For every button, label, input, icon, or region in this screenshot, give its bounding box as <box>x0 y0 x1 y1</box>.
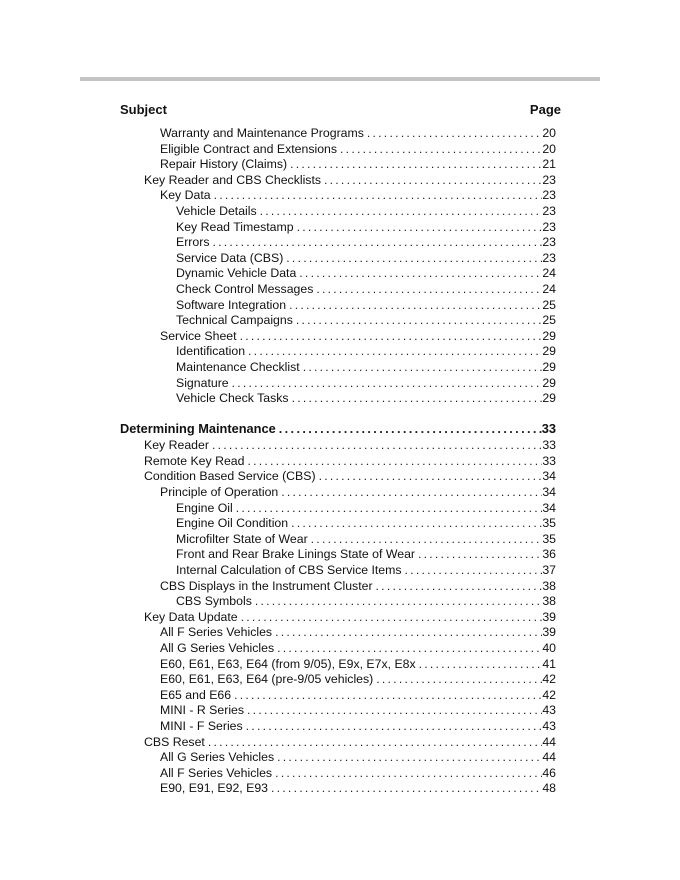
toc-entry-title: Remote Key Read <box>144 453 245 468</box>
toc-entry-page: 36 <box>542 547 556 562</box>
toc-entry-title: Technical Campaigns <box>176 313 293 328</box>
dot-leader <box>303 360 543 376</box>
top-divider <box>80 77 600 81</box>
toc-entry-page: 39 <box>542 609 556 624</box>
toc-entry[interactable] <box>176 563 556 579</box>
dot-leader <box>277 641 542 657</box>
dot-leader <box>255 594 542 610</box>
dot-leader <box>291 516 542 532</box>
dot-leader <box>292 391 543 407</box>
toc-section-entry[interactable] <box>120 421 556 437</box>
toc-entry-title: Determining Maintenance <box>120 420 276 436</box>
table-of-contents <box>0 126 680 797</box>
toc-entry-page: 21 <box>542 157 556 172</box>
dot-leader <box>418 547 542 563</box>
toc-entry[interactable] <box>176 235 556 251</box>
toc-entry-page: 34 <box>542 485 556 500</box>
toc-entry-title: All G Series Vehicles <box>160 641 275 655</box>
dot-leader <box>275 766 542 782</box>
toc-entry-title: All G Series Vehicles <box>160 750 275 765</box>
toc-entry-title: Vehicle Details <box>176 203 257 218</box>
toc-entry[interactable] <box>176 266 556 282</box>
toc-entry[interactable] <box>176 516 556 532</box>
toc-entry[interactable] <box>160 750 556 766</box>
toc-entry-title: All F Series Vehicles <box>160 765 273 780</box>
toc-entry-title: Repair History (Claims) <box>160 157 288 172</box>
toc-entry-title: Internal Calculation of CBS Service Items <box>176 563 402 578</box>
toc-entry[interactable] <box>160 329 556 345</box>
toc-entry[interactable] <box>160 688 556 704</box>
dot-leader <box>271 781 542 797</box>
toc-entry-page: 41 <box>542 656 556 671</box>
toc-entry-title: CBS Displays in the Instrument Cluster <box>160 578 373 593</box>
toc-entry-page: 23 <box>542 235 556 250</box>
toc-entry[interactable] <box>160 781 556 797</box>
toc-entry-title: Condition Based Service (CBS) <box>144 469 316 484</box>
dot-leader <box>289 298 542 314</box>
dot-leader <box>214 188 543 204</box>
toc-entry-title: Microfilter State of Wear <box>176 531 308 546</box>
toc-entry-page: 44 <box>542 734 556 749</box>
dot-leader <box>367 126 542 142</box>
dot-leader <box>376 672 542 688</box>
toc-entry-page: 40 <box>542 641 556 655</box>
toc-entry[interactable] <box>176 391 556 407</box>
toc-entry[interactable] <box>176 376 556 392</box>
toc-entry-page: 34 <box>542 500 556 515</box>
toc-entry-title: Principle of Operation <box>160 485 279 500</box>
toc-entry-page: 33 <box>542 438 556 453</box>
toc-entry-page: 38 <box>542 578 556 593</box>
toc-entry[interactable] <box>176 298 556 314</box>
dot-leader <box>281 485 542 501</box>
toc-entry-title: Software Integration <box>176 297 287 312</box>
toc-entry-title: Maintenance Checklist <box>176 359 300 374</box>
toc-entry-page: 43 <box>542 718 556 733</box>
toc-entry-page: 39 <box>542 625 556 640</box>
toc-entry-page: 29 <box>542 328 556 343</box>
dot-leader <box>236 501 543 517</box>
dot-leader <box>246 719 543 735</box>
dot-leader <box>208 735 542 751</box>
toc-entry[interactable] <box>160 625 556 641</box>
toc-entry-title: Key Data Update <box>144 609 238 624</box>
toc-entry[interactable] <box>160 657 556 673</box>
toc-entry[interactable] <box>160 485 556 501</box>
dot-leader <box>316 282 542 298</box>
toc-entry[interactable] <box>160 579 556 595</box>
toc-entry-title: Key Data <box>160 188 211 203</box>
toc-entry-page: 24 <box>542 266 556 281</box>
toc-entry-title: CBS Symbols <box>176 594 252 609</box>
dot-leader <box>247 703 542 719</box>
toc-entry[interactable] <box>176 360 556 376</box>
toc-entry-page: 29 <box>542 391 556 406</box>
toc-entry-page: 23 <box>542 203 556 218</box>
toc-entry-title: E60, E61, E63, E64 (from 9/05), E9x, E7x, E8x <box>160 656 416 671</box>
toc-entry[interactable] <box>160 641 556 657</box>
toc-entry[interactable] <box>144 173 556 189</box>
dot-leader <box>248 344 542 360</box>
dot-leader <box>232 376 543 392</box>
dot-leader <box>297 220 543 236</box>
toc-entry-page: 29 <box>542 359 556 374</box>
toc-entry-title: Dynamic Vehicle Data <box>176 266 297 281</box>
toc-entry-title: CBS Reset <box>144 734 205 749</box>
toc-entry-title: E90, E91, E92, E93 <box>160 781 269 796</box>
toc-entry-page: 20 <box>542 141 556 156</box>
dot-leader <box>319 469 543 485</box>
toc-entry[interactable] <box>176 282 556 298</box>
dot-leader <box>279 421 542 437</box>
toc-entry-title: Key Reader <box>144 438 209 453</box>
toc-entry[interactable] <box>160 672 556 688</box>
dot-leader <box>247 454 542 470</box>
toc-entry-page: 23 <box>542 172 556 187</box>
toc-entry[interactable] <box>176 251 556 267</box>
toc-entry-page: 29 <box>542 375 556 390</box>
toc-entry[interactable] <box>144 610 556 626</box>
dot-leader <box>212 235 542 251</box>
toc-entry-page: 20 <box>542 126 556 140</box>
toc-entry-title: E65 and E66 <box>160 687 232 702</box>
toc-entry-title: Identification <box>176 344 246 359</box>
dot-leader <box>234 688 542 704</box>
toc-entry-title: Service Data (CBS) <box>176 250 284 265</box>
dot-leader <box>299 266 542 282</box>
toc-entry-title: Warranty and Maintenance Programs <box>160 126 364 140</box>
toc-entry-page: 33 <box>541 420 556 436</box>
toc-entry[interactable] <box>160 703 556 719</box>
dot-leader <box>419 657 543 673</box>
toc-entry-title: Engine Oil Condition <box>176 516 289 531</box>
page-heading: Page <box>529 102 561 117</box>
toc-entry-page: 37 <box>542 563 556 578</box>
toc-entry-page: 35 <box>542 516 556 531</box>
dot-leader <box>405 563 543 579</box>
toc-entry[interactable] <box>176 547 556 563</box>
toc-entry[interactable] <box>176 532 556 548</box>
toc-entry[interactable] <box>144 438 556 454</box>
toc-entry-page: 43 <box>542 703 556 718</box>
toc-entry[interactable] <box>176 594 556 610</box>
toc-entry-title: All F Series Vehicles <box>160 625 273 640</box>
toc-entry-page: 44 <box>542 750 556 765</box>
toc-entry-title: Key Read Timestamp <box>176 219 294 234</box>
toc-entry-title: Signature <box>176 375 229 390</box>
toc-entry[interactable] <box>160 157 556 173</box>
toc-entry-title: Key Reader and CBS Checklists <box>144 172 322 187</box>
toc-entry-page: 42 <box>542 687 556 702</box>
toc-entry-page: 25 <box>542 297 556 312</box>
toc-entry[interactable] <box>160 188 556 204</box>
toc-entry[interactable] <box>176 344 556 360</box>
toc-entry-page: 23 <box>542 219 556 234</box>
toc-entry-page: 46 <box>542 765 556 780</box>
toc-entry-page: 42 <box>542 672 556 687</box>
toc-entry-page: 24 <box>542 281 556 296</box>
toc-entry-page: 33 <box>542 453 556 468</box>
toc-entry[interactable] <box>176 501 556 517</box>
toc-entry-page: 29 <box>542 344 556 359</box>
toc-entry-title: Vehicle Check Tasks <box>176 391 289 406</box>
toc-entry-title: Errors <box>176 235 210 250</box>
toc-entry-page: 34 <box>542 469 556 484</box>
toc-entry-title: Eligible Contract and Extensions <box>160 141 338 156</box>
toc-entry-title: Check Control Messages <box>176 281 314 296</box>
dot-leader <box>311 532 543 548</box>
toc-entry[interactable] <box>160 126 556 142</box>
dot-leader <box>376 579 543 595</box>
toc-entry-page: 23 <box>542 250 556 265</box>
dot-leader <box>260 204 543 220</box>
dot-leader <box>286 251 542 267</box>
toc-entry-page: 35 <box>542 531 556 546</box>
dot-leader <box>240 329 543 345</box>
toc-entry-page: 23 <box>542 188 556 203</box>
toc-entry-title: Service Sheet <box>160 328 237 343</box>
toc-entry-title: MINI - R Series <box>160 703 245 718</box>
dot-leader <box>212 438 542 454</box>
dot-leader <box>290 157 542 173</box>
toc-entry-title: Front and Rear Brake Linings State of Wear <box>176 547 416 562</box>
toc-entry[interactable] <box>176 204 556 220</box>
toc-entry[interactable] <box>176 313 556 329</box>
toc-entry-title: Engine Oil <box>176 500 233 515</box>
toc-entry[interactable] <box>144 469 556 485</box>
subject-heading: Subject <box>120 102 167 117</box>
dot-leader <box>241 610 543 626</box>
dot-leader <box>277 750 542 766</box>
dot-leader <box>275 625 542 641</box>
toc-entry-title: E60, E61, E63, E64 (pre-9/05 vehicles) <box>160 672 374 687</box>
toc-entry[interactable] <box>176 220 556 236</box>
toc-entry[interactable] <box>160 142 556 158</box>
toc-entry-page: 25 <box>542 313 556 328</box>
dot-leader <box>340 142 542 158</box>
toc-entry[interactable] <box>144 735 556 751</box>
toc-header <box>120 102 561 120</box>
toc-entry[interactable] <box>144 454 556 470</box>
toc-entry-page: 48 <box>542 781 556 796</box>
toc-entry-title: MINI - F Series <box>160 718 243 733</box>
dot-leader <box>324 173 542 189</box>
dot-leader <box>296 313 542 329</box>
toc-entry[interactable] <box>160 766 556 782</box>
toc-entry-page: 38 <box>542 594 556 609</box>
toc-entry[interactable] <box>160 719 556 735</box>
